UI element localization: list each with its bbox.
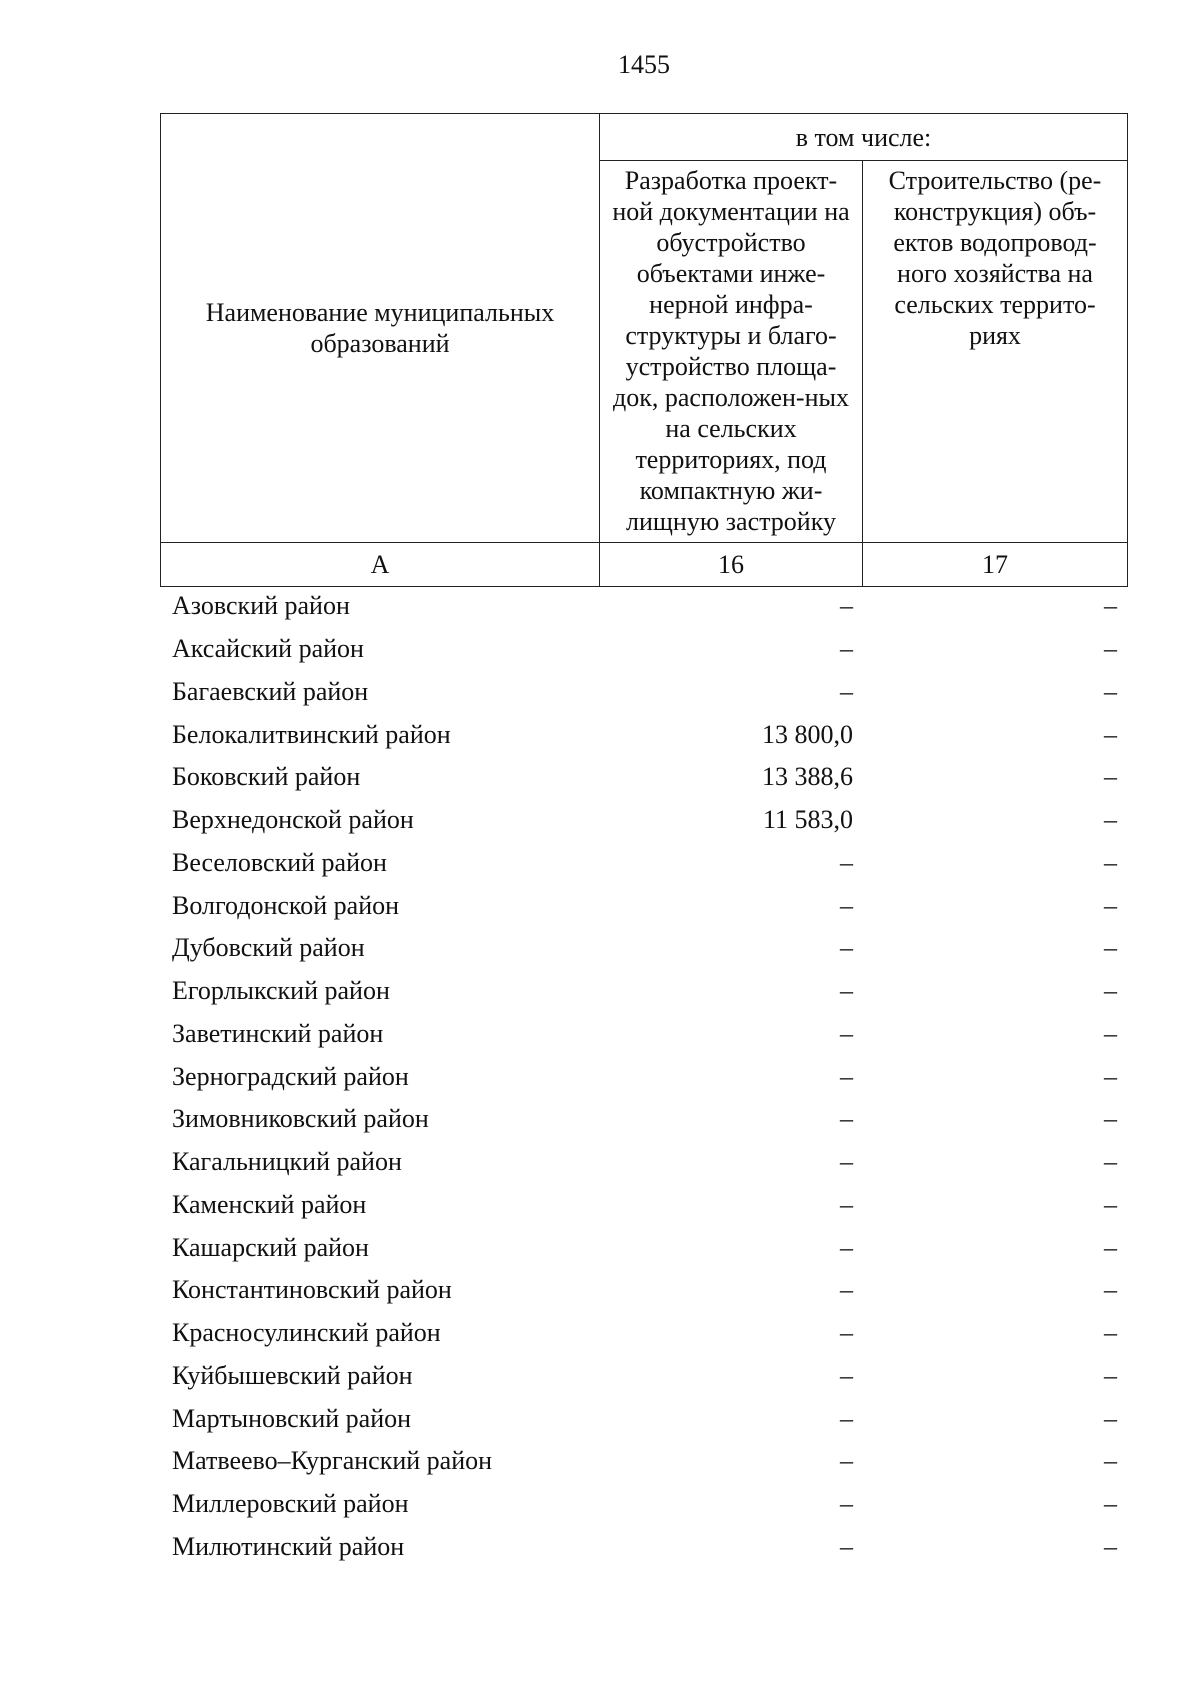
value-column-17: – bbox=[1104, 1489, 1117, 1519]
municipality-name: Миллеровский район bbox=[172, 1489, 409, 1519]
municipality-name: Боковский район bbox=[172, 762, 361, 792]
table-row bbox=[160, 1355, 1127, 1398]
value-column-17: – bbox=[1104, 1531, 1117, 1561]
municipality-name: Верхнедонской район bbox=[172, 805, 414, 835]
municipality-name: Милютинский район bbox=[172, 1531, 405, 1561]
municipality-name: Азовский район bbox=[172, 591, 350, 621]
municipality-name: Каменский район bbox=[172, 1189, 367, 1219]
table-row bbox=[160, 927, 1127, 970]
value-column-16: – bbox=[840, 1489, 853, 1519]
value-column-17: – bbox=[1104, 805, 1117, 835]
value-column-17: – bbox=[1104, 1104, 1117, 1134]
table-row bbox=[160, 628, 1127, 671]
municipality-name: Аксайский район bbox=[172, 634, 364, 664]
column-index-a: А bbox=[161, 543, 600, 587]
header-column-17 bbox=[863, 161, 1128, 543]
table-row bbox=[160, 1483, 1127, 1526]
municipality-name: Кагальницкий район bbox=[172, 1147, 402, 1177]
header-group-label: в том числе: bbox=[600, 114, 1128, 161]
value-column-16: – bbox=[840, 1104, 853, 1134]
value-column-17: – bbox=[1104, 591, 1117, 621]
column-index-17: 17 bbox=[863, 543, 1128, 587]
table-row bbox=[160, 1269, 1127, 1312]
table-row bbox=[160, 671, 1127, 714]
municipality-name: Веселовский район bbox=[172, 847, 387, 877]
municipality-name: Куйбышевский район bbox=[172, 1360, 413, 1390]
header-column-17-text: Строительство (ре-конструкция) объ-ектов водопровод-ного хозяйства на сельских террито-риях bbox=[888, 166, 1102, 350]
value-column-16: – bbox=[840, 1446, 853, 1476]
value-column-16: – bbox=[840, 1275, 853, 1305]
value-column-17: – bbox=[1104, 1189, 1117, 1219]
municipality-name: Зерноградский район bbox=[172, 1061, 409, 1091]
value-column-16: – bbox=[840, 847, 853, 877]
table-row bbox=[160, 1226, 1127, 1269]
value-column-16: – bbox=[840, 1531, 853, 1561]
value-column-16: – bbox=[840, 1318, 853, 1348]
table-row bbox=[160, 713, 1127, 756]
value-column-16: 13 800,0 bbox=[762, 719, 853, 749]
value-column-17: – bbox=[1104, 1018, 1117, 1048]
municipality-name: Волгодонской район bbox=[172, 890, 400, 920]
value-column-16: – bbox=[840, 1018, 853, 1048]
value-column-16: – bbox=[840, 591, 853, 621]
value-column-17: – bbox=[1104, 1275, 1117, 1305]
value-column-17: – bbox=[1104, 1318, 1117, 1348]
table-row bbox=[160, 970, 1127, 1013]
municipality-name: Зимовниковский район bbox=[172, 1104, 429, 1134]
value-column-17: – bbox=[1104, 847, 1117, 877]
value-column-16: – bbox=[840, 676, 853, 706]
table-row bbox=[160, 756, 1127, 799]
municipality-name: Матвеево–Курганский район bbox=[172, 1446, 493, 1476]
table-row bbox=[160, 1184, 1127, 1227]
municipality-name: Белокалитвинский район bbox=[172, 719, 451, 749]
value-column-16: 11 583,0 bbox=[762, 805, 853, 835]
header-column-16 bbox=[600, 161, 863, 543]
value-column-17: – bbox=[1104, 1147, 1117, 1177]
municipality-name: Егорлыкский район bbox=[172, 976, 390, 1006]
value-column-17: – bbox=[1104, 1403, 1117, 1433]
table-row bbox=[160, 1055, 1127, 1098]
table-row bbox=[160, 1141, 1127, 1184]
municipality-name: Багаевский район bbox=[172, 676, 369, 706]
value-column-17: – bbox=[1104, 1446, 1117, 1476]
table-row bbox=[160, 1526, 1127, 1569]
page-number: 1455 bbox=[618, 50, 670, 79]
value-column-17: – bbox=[1104, 976, 1117, 1006]
table-row bbox=[160, 842, 1127, 885]
table-row bbox=[160, 884, 1127, 927]
value-column-16: – bbox=[840, 890, 853, 920]
column-index-16: 16 bbox=[600, 543, 863, 587]
value-column-16: – bbox=[840, 1360, 853, 1390]
municipality-name: Константиновский район bbox=[172, 1275, 452, 1305]
table-row bbox=[160, 1098, 1127, 1141]
municipality-name: Дубовский район bbox=[172, 933, 365, 963]
value-column-17: – bbox=[1104, 762, 1117, 792]
value-column-17: – bbox=[1104, 890, 1117, 920]
value-column-16: – bbox=[840, 1232, 853, 1262]
value-column-16: 13 388,6 bbox=[762, 762, 853, 792]
value-column-17: – bbox=[1104, 1360, 1117, 1390]
value-column-17: – bbox=[1104, 634, 1117, 664]
value-column-17: – bbox=[1104, 676, 1117, 706]
value-column-17: – bbox=[1104, 933, 1117, 963]
value-column-17: – bbox=[1104, 1232, 1117, 1262]
value-column-17: – bbox=[1104, 719, 1117, 749]
value-column-17: – bbox=[1104, 1061, 1117, 1091]
table-row bbox=[160, 799, 1127, 842]
municipality-name: Красносулинский район bbox=[172, 1318, 441, 1348]
header-municipality-name: Наименование муниципальных образований bbox=[161, 114, 600, 543]
value-column-16: – bbox=[840, 1189, 853, 1219]
value-column-16: – bbox=[840, 976, 853, 1006]
table-row bbox=[160, 1440, 1127, 1483]
value-column-16: – bbox=[840, 933, 853, 963]
value-column-16: – bbox=[840, 634, 853, 664]
table-body bbox=[160, 585, 1127, 1568]
value-column-16: – bbox=[840, 1403, 853, 1433]
municipality-name: Кашарский район bbox=[172, 1232, 369, 1262]
municipality-name: Заветинский район bbox=[172, 1018, 384, 1048]
municipality-name: Мартыновский район bbox=[172, 1403, 412, 1433]
value-column-16: – bbox=[840, 1061, 853, 1091]
table-row bbox=[160, 1312, 1127, 1355]
header-column-16-text: Разработка проект-ной документации на обустройство объектами инже-нерной инфра-структуры и благо-устройство площа-док, расположен-ных на сельских территориях, под компактную жи-лищную застройку bbox=[612, 166, 850, 536]
table-row bbox=[160, 585, 1127, 628]
value-column-16: – bbox=[840, 1147, 853, 1177]
table-row bbox=[160, 1013, 1127, 1056]
table-row bbox=[160, 1397, 1127, 1440]
table-header bbox=[160, 113, 1128, 587]
